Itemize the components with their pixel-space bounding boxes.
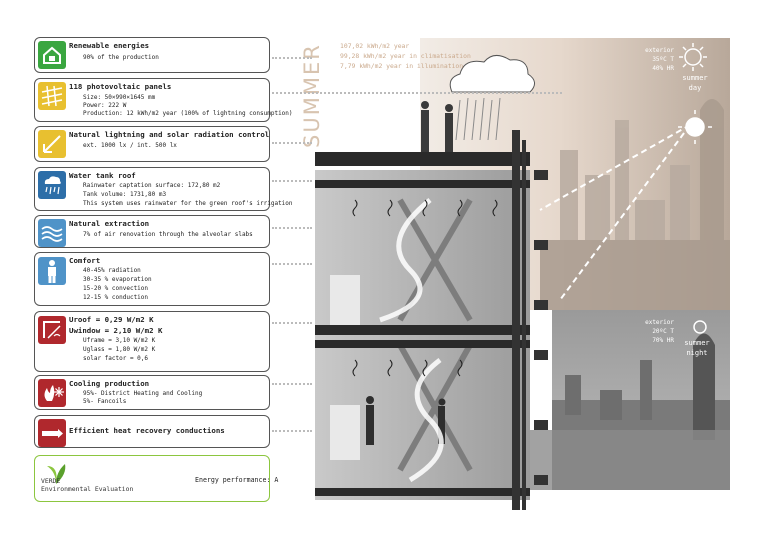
leader-comfort — [272, 263, 312, 265]
card-title: Natural extraction — [69, 219, 150, 228]
card-title: 118 photovoltaic panels — [69, 82, 172, 91]
stat-climatisation: 99,28 kWh/m2 year in climatisation — [340, 52, 471, 60]
night-exterior: exterior — [645, 319, 674, 326]
summer-word: SUMMER — [300, 43, 324, 148]
night-conditions — [644, 318, 674, 345]
card-title: Cooling production — [69, 379, 150, 388]
house-energy-icon — [38, 41, 66, 69]
card-u-values — [34, 311, 270, 372]
card-water-tank-roof — [34, 167, 293, 211]
night-label-2: night — [686, 349, 708, 357]
card-line: Uframe = 3,10 W/m2 K — [83, 337, 156, 344]
leader-renewable — [272, 57, 312, 59]
card-line: 95%- District Heating and Cooling — [83, 390, 203, 397]
leader-heat-recovery — [272, 430, 312, 432]
energy-class-icon — [38, 419, 66, 447]
solar-panel-icon — [38, 82, 66, 110]
card-title: Natural lightning and solar radiation control — [69, 130, 270, 139]
night-label — [680, 338, 714, 358]
card-line: 90% of the production — [83, 54, 159, 61]
wave-icon — [38, 219, 66, 247]
card-line: 5%- Fancoils — [83, 398, 127, 405]
stat-total: 107,02 kWh/m2 year — [340, 42, 410, 50]
stat-illumination: 7,79 kWh/m2 year in illumination — [340, 62, 464, 70]
card-title: Efficient heat recovery conductions — [69, 426, 225, 435]
leader-water-tank — [272, 180, 312, 182]
day-label-1: summer — [682, 74, 708, 82]
leader-uvalues — [272, 322, 312, 324]
night-label-1: summer — [684, 339, 710, 347]
card-line: Size: 50×990×1645 mm — [83, 94, 156, 101]
day-label-2: day — [688, 84, 702, 92]
summer-stats — [340, 41, 471, 71]
card-comfort — [34, 252, 270, 306]
card-verde-evaluation — [34, 455, 279, 502]
energy-performance-label: Energy performance: A — [195, 476, 279, 484]
day-hum: 40% HR — [652, 65, 674, 72]
card-natural-extraction — [34, 215, 270, 248]
card-line: 40-45% radiation — [83, 267, 141, 274]
card-title: Water tank roof — [69, 171, 136, 180]
ground-city-strip — [520, 430, 730, 490]
sun-ray-icon — [38, 130, 66, 158]
card-line: Rainwater captation surface: 172,80 m2 — [83, 182, 221, 189]
card-cooling-production — [34, 375, 270, 410]
person-icon — [38, 257, 66, 285]
night-temp: 20ºC T — [652, 328, 674, 335]
card-heat-recovery — [34, 415, 270, 448]
card-renewable-energies — [34, 37, 270, 73]
verde-subtitle: Environmental Evaluation — [41, 485, 134, 493]
card-line: ext. 1000 lx / int. 500 lx — [83, 142, 177, 149]
leader-cooling — [272, 383, 312, 385]
card-photovoltaic — [34, 78, 293, 122]
card-line: This system uses rainwater for the green roof's irrigation — [83, 200, 293, 207]
card-natural-lightning — [34, 126, 270, 162]
card-line: Tank volume: 1731,80 m3 — [83, 191, 167, 198]
night-hum: 70% HR — [652, 337, 674, 344]
flame-snowflake-icon — [38, 379, 66, 407]
verde-logo-text: VERDE — [41, 477, 61, 485]
card-line: 15-20 % convection — [83, 285, 149, 292]
card-line: solar factor = 0,6 — [83, 355, 149, 362]
rain-cloud-icon — [38, 171, 66, 199]
leader-extraction — [272, 227, 312, 229]
leader-lightning — [272, 142, 312, 144]
card-line: 30-35 % evaporation — [83, 276, 152, 283]
card-line: 12-15 % conduction — [83, 294, 149, 301]
card-line-emph: Uwindow = 2,10 W/m2 K — [69, 326, 163, 335]
day-label — [678, 73, 712, 93]
day-conditions — [644, 46, 674, 73]
interior-window-lower — [330, 405, 360, 460]
window-frame-icon — [38, 316, 66, 344]
card-line: Power: 222 W — [83, 102, 127, 109]
leader-photovoltaic — [272, 92, 562, 94]
day-exterior: exterior — [645, 47, 674, 54]
card-title: Renewable energies — [69, 41, 150, 50]
card-line: Uglass = 1,80 W/m2 K — [83, 346, 156, 353]
card-title: Uroof = 0,29 W/m2 K — [69, 315, 154, 324]
card-line: Production: 12 kWh/m2 year (100% of lightning consumption) — [83, 110, 293, 117]
card-line: 7% of air renovation through the alveolar slabs — [83, 231, 253, 238]
card-title: Comfort — [69, 256, 101, 265]
day-temp: 35ºC T — [652, 56, 674, 63]
